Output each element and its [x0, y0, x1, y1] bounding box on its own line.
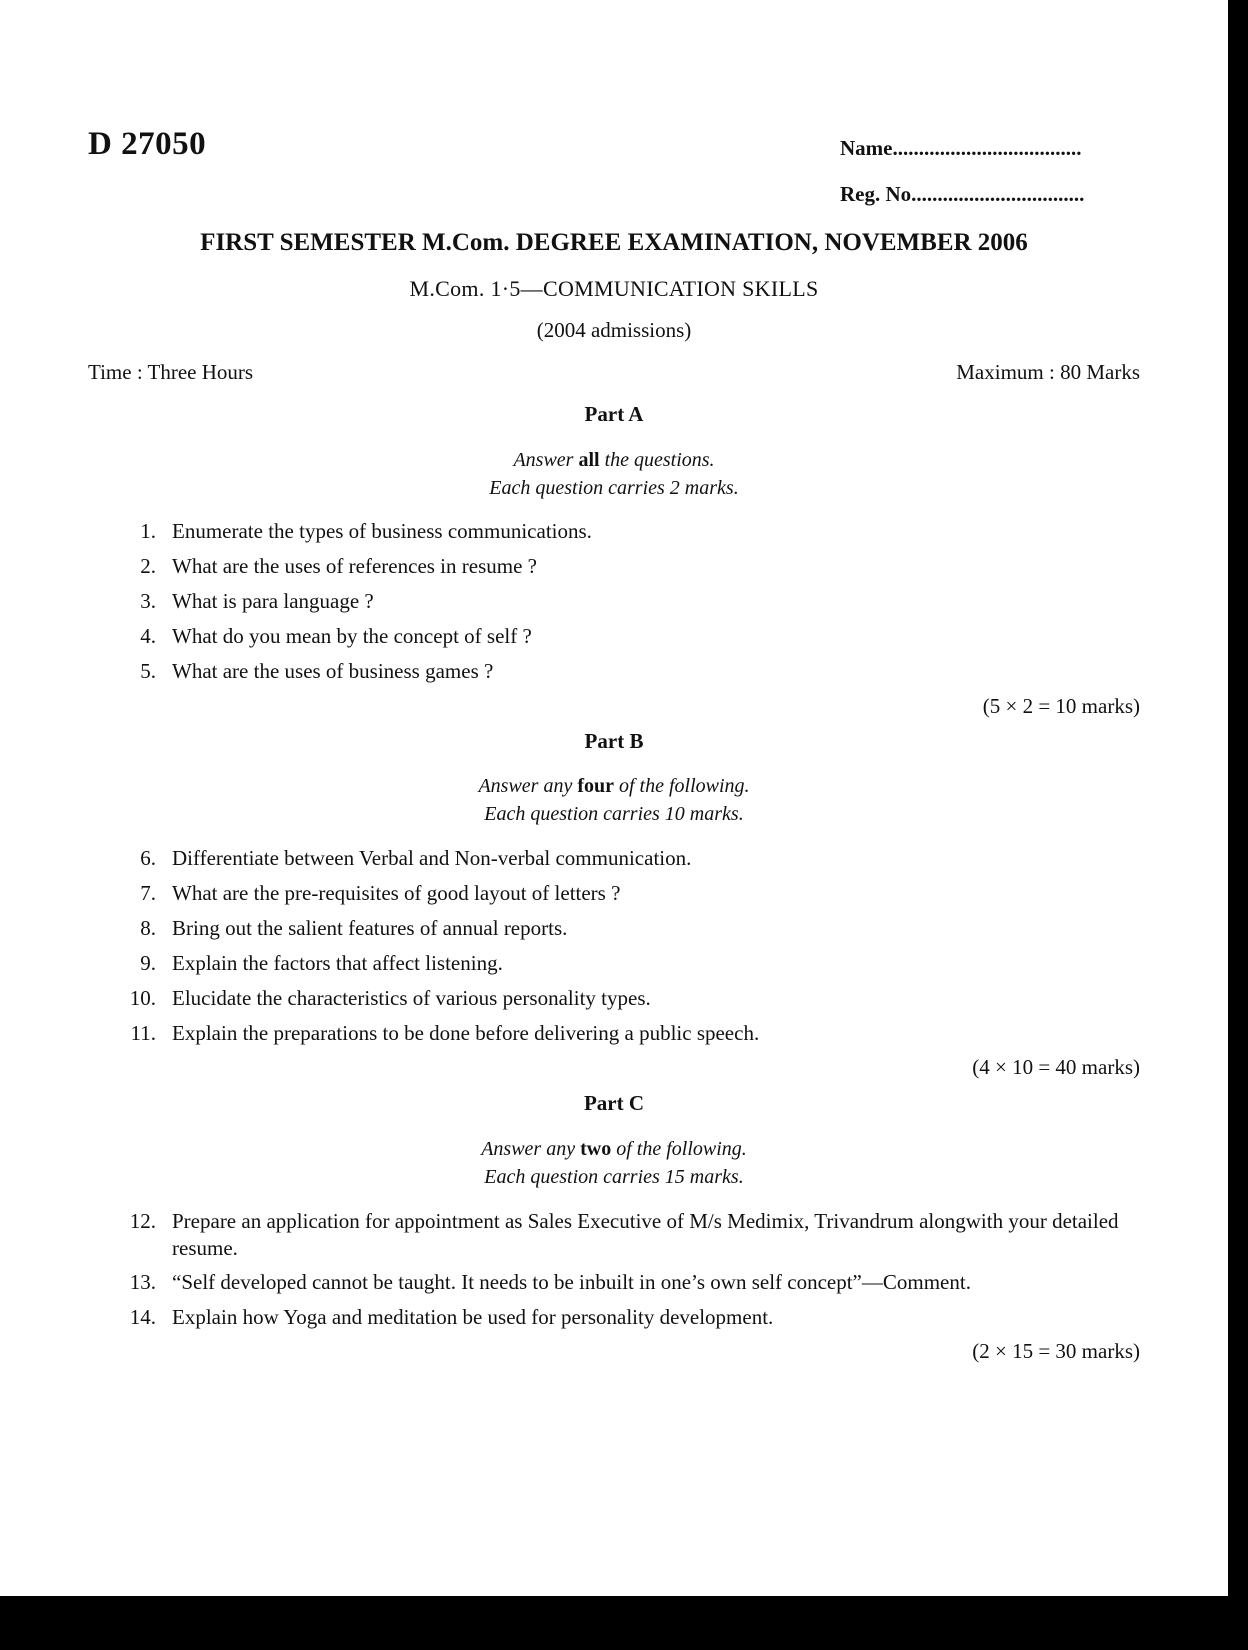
subject-line: M.Com. 1·5—COMMUNICATION SKILLS — [409, 276, 819, 301]
part-a-marks-note: Each question carries 2 marks. — [489, 477, 739, 499]
name-label: Name — [840, 136, 893, 160]
question-number: 5. — [140, 659, 156, 683]
part-c-total: (2 × 15 = 30 marks) — [972, 1339, 1140, 1363]
question-number: 4. — [140, 624, 156, 648]
question-10 — [108, 985, 1140, 1012]
question-text: What are the pre-requisites of good layout of letters ? — [172, 881, 621, 905]
question-number: 2. — [140, 554, 156, 578]
name-dots: .................................... — [892, 136, 1082, 160]
reg-no-field — [840, 182, 1084, 207]
question-number: 14. — [129, 1305, 156, 1329]
question-text: Explain the preparations to be done before delivering a public speech. — [172, 1021, 760, 1045]
question-text: Prepare an application for appointment as Sales Executive of M/s Medimix, Trivandrum alongwith your detailed resume. — [172, 1209, 1119, 1260]
question-number: 8. — [140, 916, 156, 940]
instr-emphasis: four — [577, 775, 614, 797]
instr-emphasis: two — [580, 1138, 612, 1160]
question-7 — [108, 880, 1140, 907]
reg-dots: ................................. — [911, 182, 1085, 206]
question-12 — [108, 1208, 1140, 1262]
question-text: Bring out the salient features of annual reports. — [172, 916, 568, 940]
question-number: 6. — [140, 846, 156, 870]
question-number: 9. — [140, 951, 156, 975]
question-text: Elucidate the characteristics of various personality types. — [172, 986, 651, 1010]
question-3 — [108, 588, 1140, 615]
question-2 — [108, 553, 1140, 580]
question-4 — [108, 623, 1140, 650]
part-c-heading: Part C — [583, 1091, 645, 1115]
question-number: 10. — [129, 986, 156, 1010]
instr-text: Answer — [513, 449, 574, 471]
exam-title: FIRST SEMESTER M.Com. DEGREE EXAMINATION, NOVEMBER 2006 — [200, 229, 1028, 256]
part-b-instruction — [0, 772, 1228, 800]
part-b-heading: Part B — [584, 729, 644, 753]
question-text: “Self developed cannot be taught. It needs to be inbuilt in one’s own self concept”—Comment. — [172, 1270, 971, 1294]
question-number: 3. — [140, 589, 156, 613]
part-b-total: (4 × 10 = 40 marks) — [972, 1055, 1140, 1079]
question-text: What are the uses of business games ? — [172, 659, 494, 683]
reg-label: Reg. No — [840, 182, 912, 206]
maximum-marks: Maximum : 80 Marks — [956, 360, 1140, 384]
part-c-marks-note: Each question carries 15 marks. — [484, 1166, 744, 1188]
instr-text: of the following. — [616, 1138, 747, 1160]
name-field — [840, 136, 1081, 161]
part-c-instruction — [0, 1135, 1228, 1163]
instr-text: Answer any — [478, 775, 573, 797]
question-11 — [108, 1020, 1140, 1047]
part-b-marks-note: Each question carries 10 marks. — [484, 803, 744, 825]
instr-text: the questions. — [604, 449, 715, 471]
question-text: Enumerate the types of business communications. — [172, 519, 592, 543]
question-number: 7. — [140, 881, 156, 905]
question-number: 1. — [140, 519, 156, 543]
question-number: 13. — [129, 1270, 156, 1294]
instr-text: of the following. — [619, 775, 750, 797]
question-text: Differentiate between Verbal and Non-verbal communication. — [172, 846, 692, 870]
question-text: What is para language ? — [172, 589, 374, 613]
question-13 — [108, 1269, 1140, 1296]
instr-emphasis: all — [578, 449, 600, 471]
question-text: Explain the factors that affect listening. — [172, 951, 503, 975]
instr-text: Answer any — [481, 1138, 576, 1160]
time-allowed: Time : Three Hours — [88, 360, 254, 384]
question-number: 12. — [129, 1209, 156, 1233]
question-8 — [108, 915, 1140, 942]
question-9 — [108, 950, 1140, 977]
admissions-line: (2004 admissions) — [536, 318, 692, 342]
paper-code: D 27050 — [88, 126, 207, 162]
question-text: What do you mean by the concept of self ? — [172, 624, 532, 648]
question-text: What are the uses of references in resume ? — [172, 554, 537, 578]
question-text: Explain how Yoga and meditation be used for personality development. — [172, 1305, 774, 1329]
part-a-total: (5 × 2 = 10 marks) — [982, 694, 1140, 718]
question-6 — [108, 845, 1140, 872]
question-1 — [108, 518, 1140, 545]
part-a-instruction — [0, 446, 1228, 474]
question-5 — [108, 658, 1140, 685]
question-14 — [108, 1304, 1140, 1331]
part-a-heading: Part A — [584, 402, 644, 426]
question-number: 11. — [130, 1021, 156, 1045]
